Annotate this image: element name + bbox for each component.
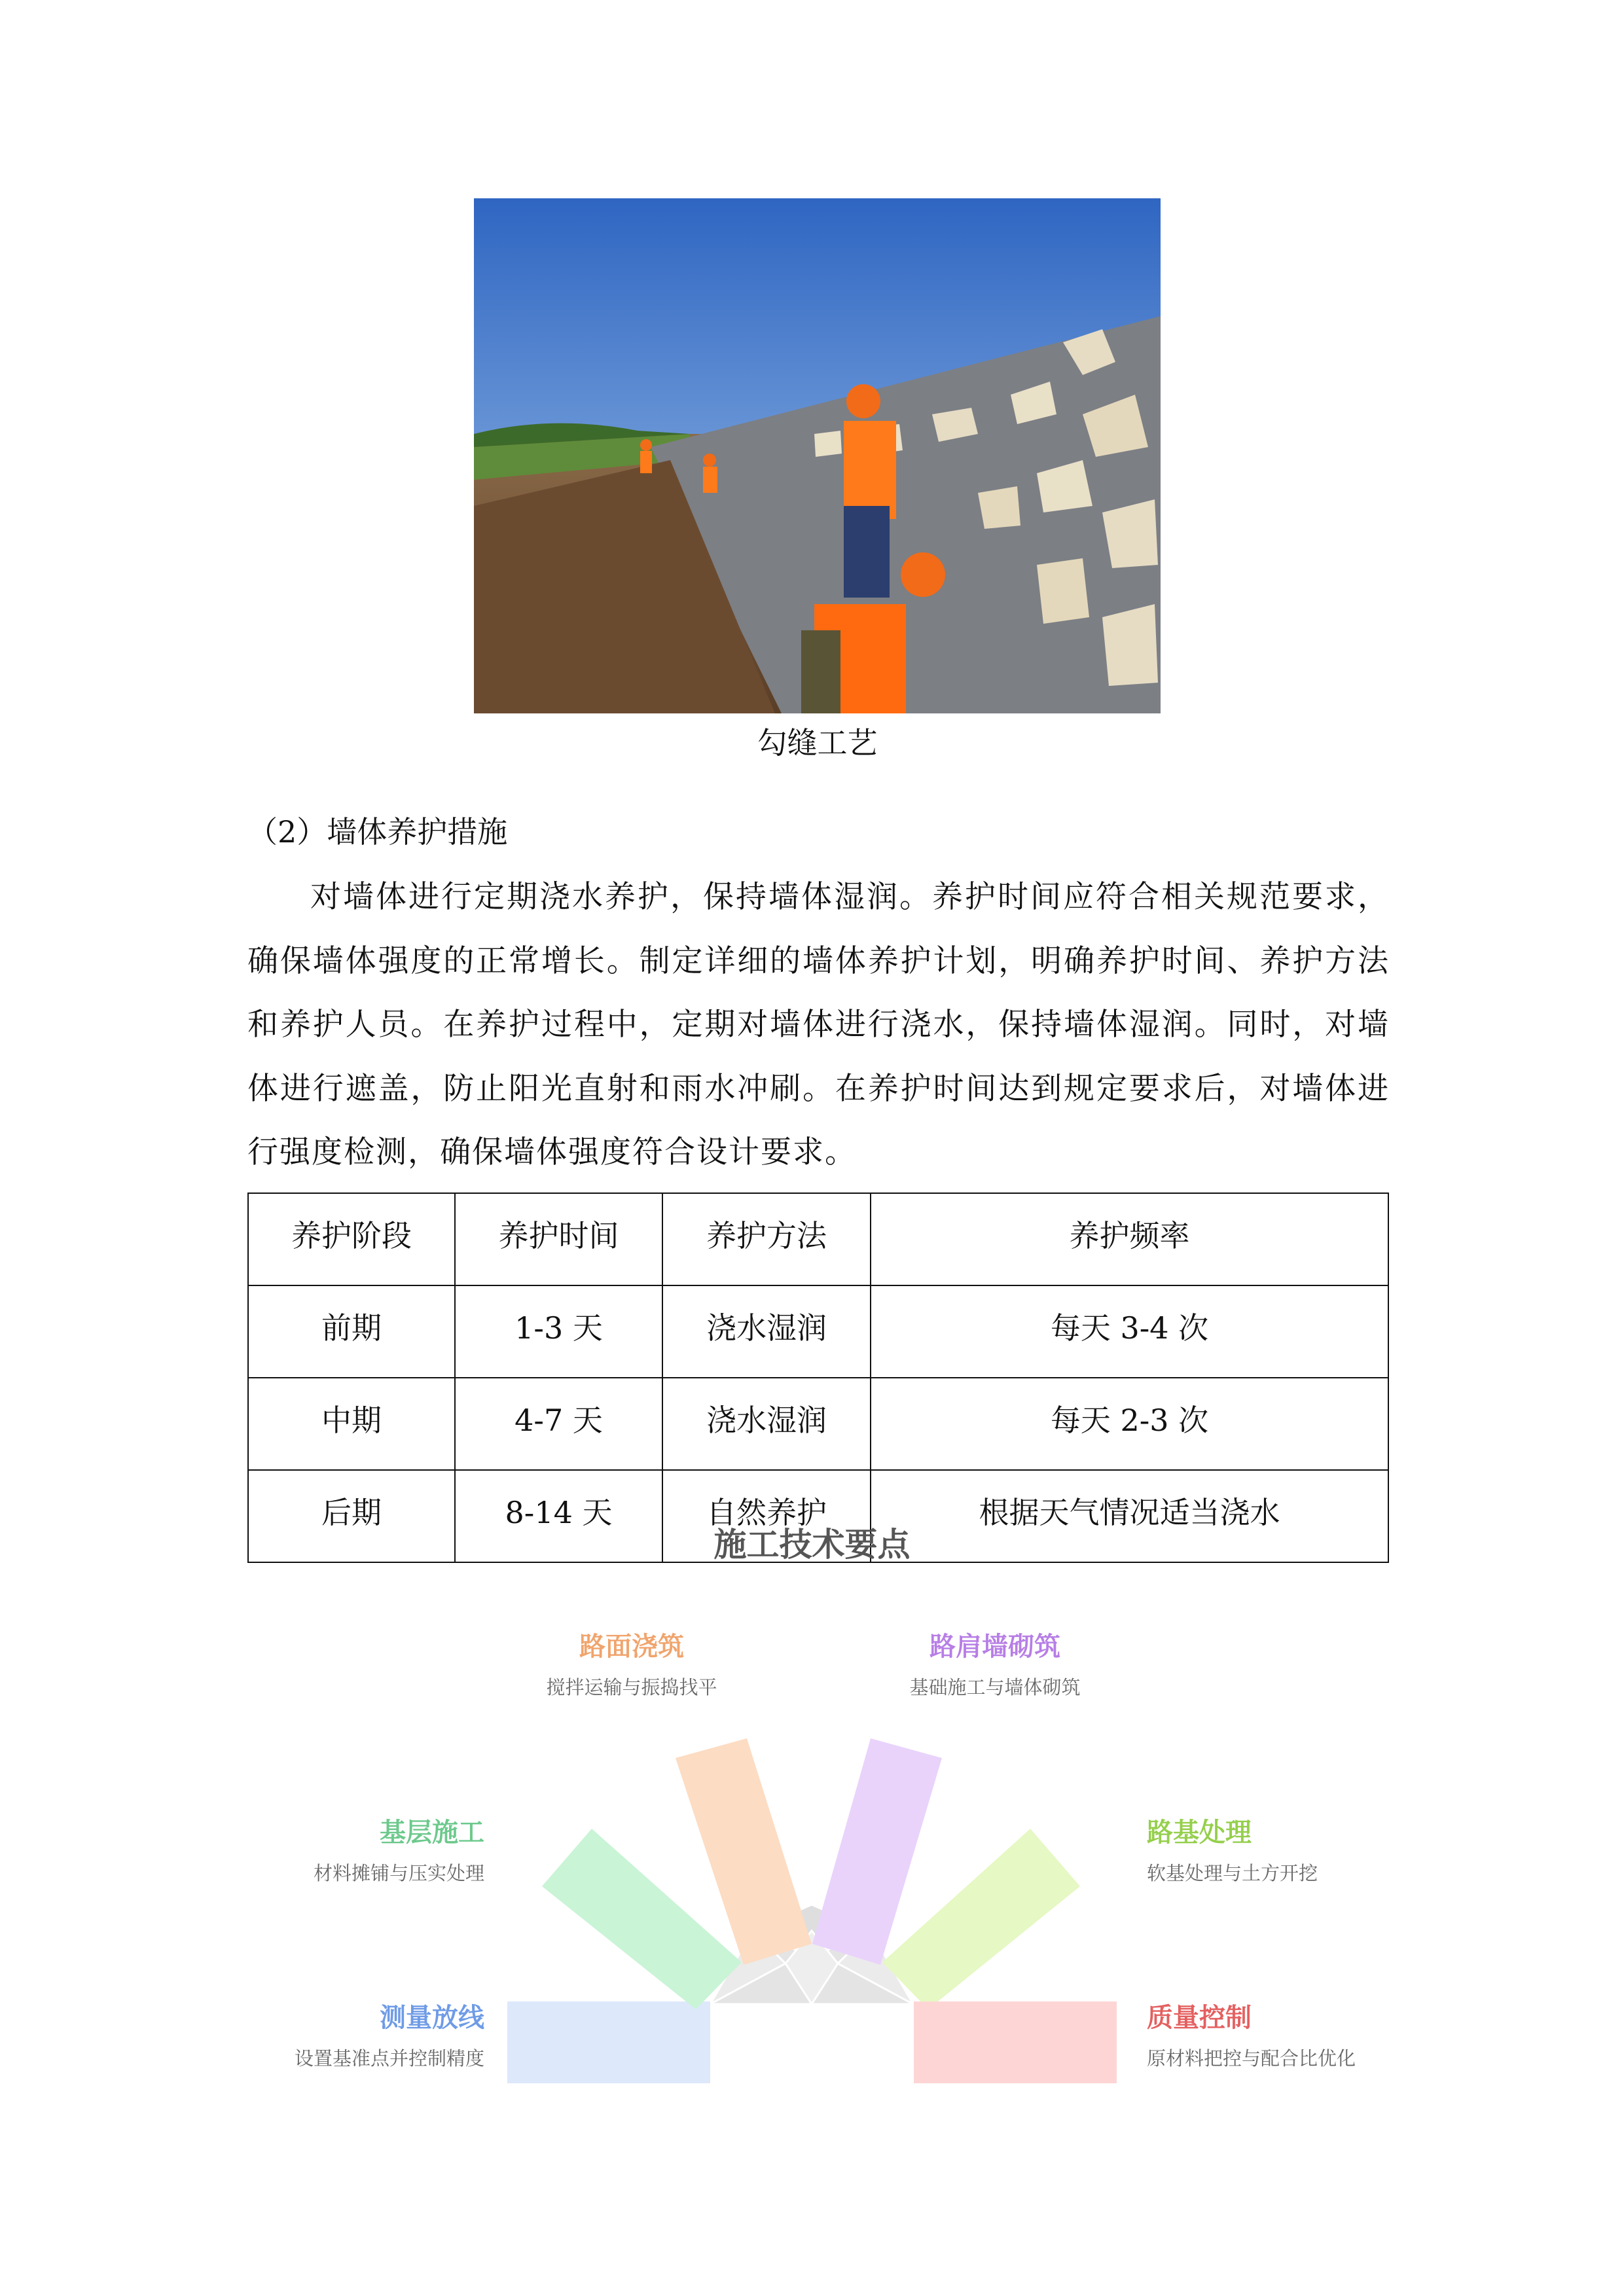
table-header-row bbox=[248, 1193, 1388, 1285]
item-quality bbox=[1147, 2000, 1369, 2072]
table-cell: 自然养护 bbox=[662, 1470, 871, 1562]
item-shoulder-wall bbox=[861, 1628, 1129, 1700]
table-header-cell: 养护时间 bbox=[455, 1193, 662, 1285]
table-header-cell: 养护频率 bbox=[871, 1193, 1388, 1285]
blade-survey bbox=[507, 2001, 710, 2083]
table-cell: 中期 bbox=[248, 1378, 455, 1470]
item-title: 路面浇筑 bbox=[579, 1632, 684, 1662]
section-paragraph: 对墙体进行定期浇水养护，保持墙体湿润。养护时间应符合相关规范要求，确保墙体强度的正常增长。制定详细的墙体养护计划，明确养护时间、养护方法和养护人员。在养护过程中，定期对墙体进行浇水，保持墙体湿润。同时，对墙体进行遮盖，防止阳光直射和雨水冲刷。在养护时间达到规定要求后，对墙体进行强度检测，确保墙体强度符合设计要求。 bbox=[247, 879, 1390, 1170]
table-cell: 8-14 天 bbox=[455, 1470, 662, 1562]
table-cell: 4-7 天 bbox=[455, 1378, 662, 1470]
item-subtitle: 材料摊铺与压实处理 bbox=[313, 1862, 484, 1884]
item-subtitle: 设置基准点并控制精度 bbox=[294, 2047, 484, 2070]
item-title: 路基处理 bbox=[1147, 1818, 1252, 1848]
item-title: 路肩墙砌筑 bbox=[929, 1632, 1060, 1662]
table-row bbox=[248, 1378, 1388, 1470]
blade-quality bbox=[914, 2001, 1117, 2083]
tech-points-diagram bbox=[0, 1512, 1624, 2140]
table-cell: 每天 3-4 次 bbox=[871, 1285, 1388, 1378]
table-cell: 1-3 天 bbox=[455, 1285, 662, 1378]
table-row bbox=[248, 1285, 1388, 1378]
item-survey bbox=[216, 2000, 484, 2072]
diagram-title: 施工技术要点 bbox=[713, 1526, 911, 1564]
item-title: 基层施工 bbox=[380, 1818, 484, 1848]
table-header-cell: 养护方法 bbox=[662, 1193, 871, 1285]
item-base bbox=[216, 1814, 484, 1886]
section-heading: （2）墙体养护措施 bbox=[247, 814, 508, 850]
item-subtitle: 基础施工与墙体砌筑 bbox=[909, 1676, 1081, 1698]
table-cell: 每天 2-3 次 bbox=[871, 1378, 1388, 1470]
maintenance-table bbox=[247, 1193, 1389, 1563]
item-title: 测量放线 bbox=[380, 2003, 484, 2033]
table-cell: 后期 bbox=[248, 1470, 455, 1562]
item-subgrade bbox=[1147, 1814, 1415, 1886]
table-cell: 浇水湿润 bbox=[662, 1285, 871, 1378]
table-cell: 前期 bbox=[248, 1285, 455, 1378]
table-cell: 根据天气情况适当浇水 bbox=[871, 1470, 1388, 1562]
blade-survey bbox=[507, 2001, 710, 2083]
item-subtitle: 软基处理与土方开挖 bbox=[1147, 1862, 1318, 1884]
table-header-cell: 养护阶段 bbox=[248, 1193, 455, 1285]
item-title: 质量控制 bbox=[1147, 2003, 1252, 2033]
item-subtitle: 搅拌运输与振捣找平 bbox=[546, 1676, 717, 1698]
item-subtitle: 原材料把控与配合比优化 bbox=[1147, 2047, 1356, 2070]
photo-caption: 勾缝工艺 bbox=[757, 725, 878, 761]
item-pavement bbox=[497, 1628, 766, 1700]
construction-photo bbox=[474, 198, 1161, 713]
table-cell: 浇水湿润 bbox=[662, 1378, 871, 1470]
